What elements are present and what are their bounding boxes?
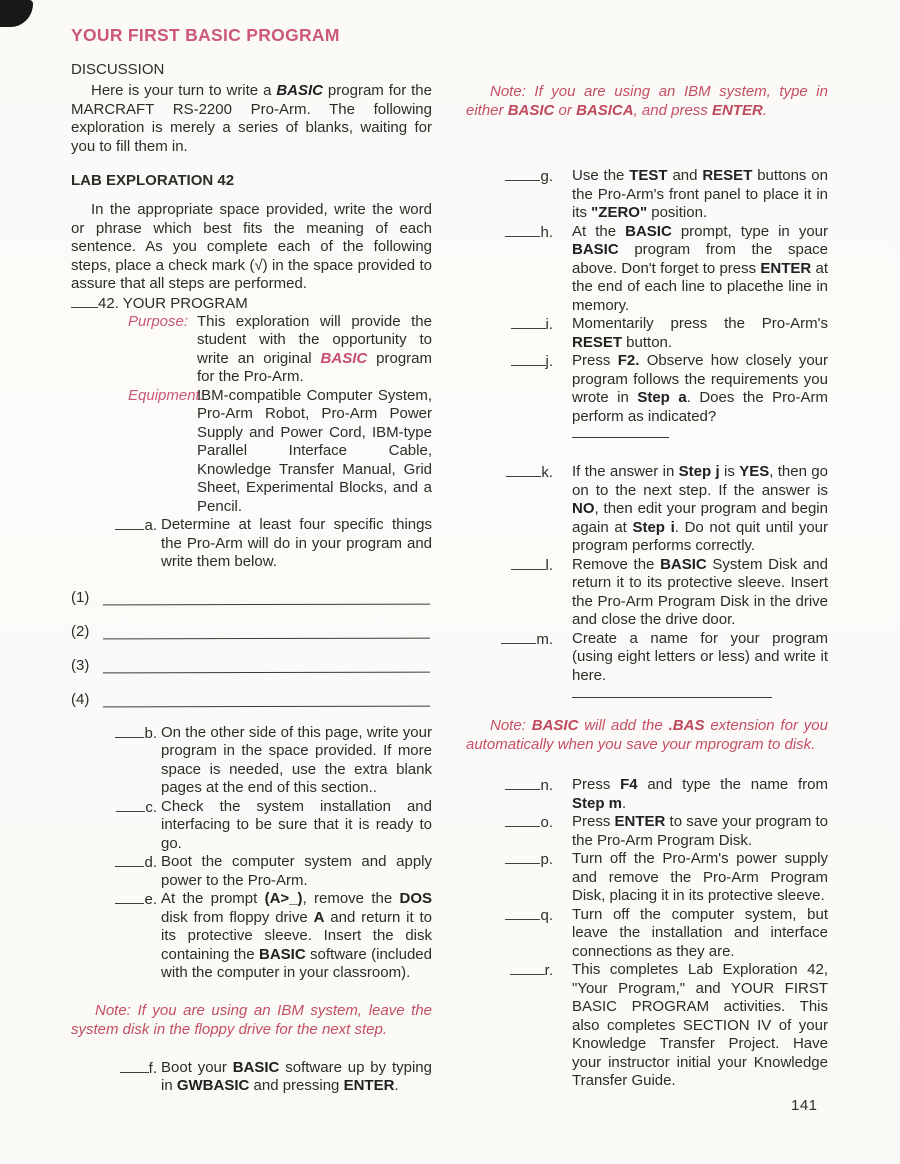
step-row — [466, 961, 828, 1091]
check-blank — [115, 890, 144, 904]
step-text: Boot the computer system and apply power to the Pro-Arm. — [161, 853, 432, 889]
check-blank — [505, 906, 540, 920]
blank-number: (3) — [71, 657, 90, 674]
scan-corner-artifact — [0, 0, 33, 27]
step-row — [71, 516, 432, 572]
step-letter: r. — [544, 962, 553, 979]
lab-item-label: 42. YOUR PROGRAM — [98, 294, 248, 312]
step-row — [466, 850, 828, 906]
step-text: Check the system installation and interfacing to be sure that it is ready to go. — [161, 797, 432, 852]
step-row — [71, 798, 432, 854]
answer-blank-line — [572, 435, 669, 438]
equipment-text: IBM-compatible Computer System, Pro-Arm Robot, Pro-Arm Power Supply and Power Cord, IBM-type Parallel Interface Cable, Knowledge Transfer Manual, Grid Sheet, Experimental Blocks, and a Pencil. — [197, 386, 432, 515]
right-steps-bottom — [466, 776, 828, 1091]
step-text: Momentarily press the Pro-Arm's RESET button. — [572, 315, 828, 351]
step-letter: d. — [144, 854, 157, 871]
note-ibm-leave-disk: Note: If you are using an IBM system, leave the system disk in the floppy drive for the next step. — [71, 1001, 432, 1038]
left-column — [71, 25, 432, 1096]
step-letter: o. — [540, 814, 553, 831]
blank-number: (1) — [71, 589, 90, 606]
step-text: If the answer in Step j is YES, then go on to the next step. If the answer is NO, then edit your program and begin again at Step i. Do not quit until your program performs correctly. — [572, 463, 828, 554]
lab-intro-paragraph: In the appropriate space provided, write the word or phrase which best fits the meaning of each sentence. As you complete each of the following steps, place a check mark (√) in the space provided to assure that all steps are performed. — [71, 201, 432, 292]
step-letter: a. — [144, 517, 157, 534]
step-row — [71, 724, 432, 798]
left-steps-top — [71, 516, 432, 572]
step-letter: c. — [145, 798, 157, 816]
step-row — [466, 813, 828, 850]
step-text: Use the TEST and RESET buttons on the Pro-Arm's front panel to place it in its "ZERO" position. — [572, 167, 828, 221]
check-blank — [115, 724, 144, 738]
check-blank — [116, 798, 145, 812]
check-blank — [505, 223, 540, 237]
step-text: This completes Lab Exploration 42, "Your Program," and YOUR FIRST BASIC PROGRAM activities. This also completes SECTION IV of your Knowledge Transfer Project. Have your instructor initial your Knowledge Transfer Guide. — [572, 961, 828, 1089]
step-row — [466, 223, 828, 316]
step-letter: m. — [536, 630, 553, 648]
step-row — [466, 463, 828, 556]
step-row — [466, 630, 828, 703]
left-steps-bottom — [71, 1059, 432, 1096]
discussion-heading: DISCUSSION — [71, 61, 165, 78]
lab-exploration-heading: LAB EXPLORATION 42 — [71, 172, 235, 189]
blank-number: (2) — [71, 623, 90, 640]
check-blank — [511, 315, 546, 329]
step-text: At the prompt (A>_), remove the DOS disk from floppy drive A and return it to its protective sleeve. Insert the disk containing the BASIC software (included with the computer in your classroom). — [161, 890, 432, 981]
numbered-blank-row — [71, 642, 432, 676]
check-blank — [505, 167, 540, 181]
step-letter: p. — [540, 851, 553, 868]
step-letter: f. — [148, 1059, 157, 1077]
check-blank — [506, 463, 541, 477]
page-number: 141 — [791, 1097, 818, 1114]
check-blank — [505, 776, 540, 790]
check-blank — [115, 853, 144, 867]
step-letter: k. — [541, 464, 553, 481]
step-row — [466, 352, 828, 463]
purpose-row — [71, 313, 432, 387]
fill-in-line — [103, 671, 430, 673]
step-text: At the BASIC prompt, type in your BASIC program from the space above. Don't forget to press ENTER at the end of each line to placethe line in memory. — [572, 222, 828, 314]
answer-blank-line — [572, 695, 772, 698]
step-letter: q. — [540, 906, 553, 924]
step-letter: n. — [540, 777, 553, 794]
step-letter: e. — [144, 891, 157, 908]
step-text: Press ENTER to save your program to the Pro-Arm Program Disk. — [572, 813, 829, 849]
numbered-blank-row — [71, 676, 432, 710]
check-blank — [511, 352, 546, 366]
numbered-blank-list — [71, 574, 432, 710]
step-text: Remove the BASIC System Disk and return it to its protective sleeve. Insert the Pro-Arm Program Disk in the drive and close the drive door. — [572, 555, 828, 628]
step-letter: h. — [540, 223, 553, 241]
numbered-blank-row — [71, 574, 432, 608]
step-text: Press F4 and type the name from Step m. — [572, 776, 828, 812]
step-row — [466, 906, 828, 962]
fill-in-line — [103, 603, 430, 605]
step-letter: j. — [545, 353, 553, 370]
check-blank — [505, 850, 540, 864]
fill-in-line — [103, 705, 430, 707]
step-row — [466, 315, 828, 352]
step-row — [466, 167, 828, 223]
step-letter: g. — [540, 168, 553, 185]
equipment-label: Equipment: — [128, 386, 204, 404]
fill-in-line — [103, 637, 430, 639]
note-ibm-type-basic: Note: If you are using an IBM system, type in either BASIC or BASICA, and press ENTER. — [466, 83, 828, 119]
right-steps-top — [466, 167, 828, 702]
equipment-row — [71, 387, 432, 517]
numbered-blank-row — [71, 608, 432, 642]
check-blank — [510, 961, 545, 975]
check-blank — [115, 516, 144, 530]
blank-number: (4) — [71, 691, 90, 708]
step-row — [466, 556, 828, 630]
check-blank — [120, 1059, 149, 1073]
step-letter: b. — [144, 724, 157, 742]
check-blank — [501, 630, 536, 644]
left-steps-middle — [71, 724, 432, 983]
purpose-label: Purpose: — [128, 312, 189, 330]
right-column — [466, 82, 828, 1091]
step-text: Boot your BASIC software up by typing in GWBASIC and pressing ENTER. — [161, 1058, 432, 1094]
step-row — [71, 853, 432, 890]
note-bas-extension: Note: BASIC will add the .BAS extension for you automatically when you save your mprogram to disk. — [466, 717, 828, 753]
step-row — [71, 890, 432, 983]
step-letter: i. — [545, 316, 553, 333]
check-blank — [505, 813, 540, 827]
page-title: YOUR FIRST BASIC PROGRAM — [71, 25, 340, 45]
step-text: Press F2. Observe how closely your program follows the requirements you wrote in Step a. Does the Pro-Arm perform as indicated? — [572, 352, 829, 425]
check-blank — [71, 294, 98, 308]
step-text: On the other side of this page, write your program in the space provided. If more space is needed, use the extra blank pages at the end of this section.. — [161, 723, 432, 796]
step-row — [466, 776, 828, 813]
check-blank — [511, 556, 546, 570]
discussion-paragraph: Here is your turn to write a BASIC program for the MARCRAFT RS-2200 Pro-Arm. The following exploration is merely a series of blanks, waiting for you to fill them in. — [71, 82, 432, 155]
step-text: Create a name for your program (using eight letters or less) and write it here. — [572, 629, 828, 684]
step-text: Turn off the computer system, but leave the installation and interface connections as they are. — [572, 905, 828, 960]
purpose-text: This exploration will provide the student with the opportunity to write an original BASIC program for the Pro-Arm. — [197, 312, 432, 385]
step-letter: l. — [545, 556, 553, 574]
lab-item-42 — [71, 294, 432, 313]
step-row — [71, 1059, 432, 1096]
step-text: Turn off the Pro-Arm's power supply and remove the Pro-Arm Program Disk, placing it in its protective sleeve. — [572, 850, 828, 904]
step-text: Determine at least four specific things the Pro-Arm will do in your program and write them below. — [161, 516, 432, 570]
